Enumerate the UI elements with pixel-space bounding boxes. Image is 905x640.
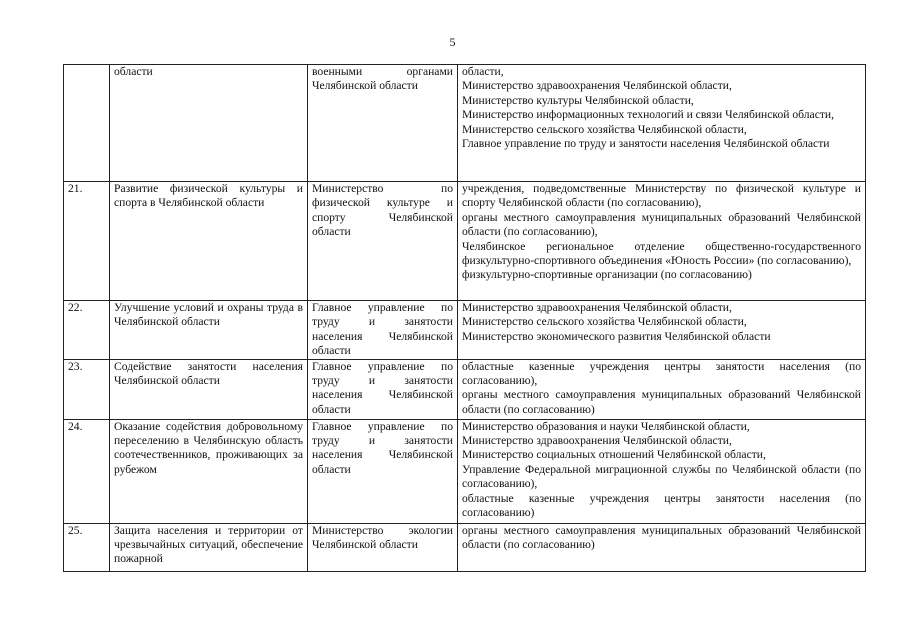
participant-item: Главное управление по труду и занятости населения Челябинской области xyxy=(462,137,830,151)
responsible-cell xyxy=(308,301,458,360)
participant-item: Министерство здравоохранения Челябинской области, xyxy=(462,79,732,93)
row-number: 21. xyxy=(64,182,110,301)
direction-cell xyxy=(110,301,308,360)
participants-cell xyxy=(458,182,866,301)
participant-item: органы местного самоуправления муниципальных образований Челябинской области (по согласованию) xyxy=(462,523,861,552)
direction-cell xyxy=(110,359,308,419)
participants-cell xyxy=(458,359,866,419)
participant-item: Министерство образования и науки Челябинской области, xyxy=(462,419,750,433)
responsible-text: Главное управление по труду и занятости населения Челябинской области xyxy=(312,359,453,416)
participant-item: Министерство экономического развития Челябинской области xyxy=(462,329,771,343)
participant-item: органы местного самоуправления муниципальных образований Челябинской области (по согласованию) xyxy=(462,388,861,416)
participant-item: учреждения, подведомственные Министерству по физической культуре и спорту Челябинской области (по согласованию), xyxy=(462,182,861,210)
row-number: 25. xyxy=(64,523,110,571)
direction-text: Развитие физической культуры и спорта в Челябинской области xyxy=(114,182,303,210)
direction-cell xyxy=(110,65,308,182)
participant-item: Министерство социальных отношений Челябинской области, xyxy=(462,448,766,462)
participant-item: Министерство информационных технологий и связи Челябинской области, xyxy=(462,108,835,122)
participant-item: Министерство сельского хозяйства Челябинской области, xyxy=(462,122,747,136)
table-row xyxy=(64,523,866,571)
row-number: 23. xyxy=(64,359,110,419)
participant-item: Управление Федеральной миграционной службы по Челябинской области (по согласованию), xyxy=(462,462,861,491)
row-number: 22. xyxy=(64,301,110,360)
direction-text: Содействие занятости населения Челябинской области xyxy=(114,359,303,388)
participant-item: области, xyxy=(462,65,504,78)
participant-item: Министерство сельского хозяйства Челябинской области, xyxy=(462,315,747,329)
participants-cell xyxy=(458,523,866,571)
participant-item: Министерство здравоохранения Челябинской области, xyxy=(462,434,732,448)
direction-text: Оказание содействия добровольному переселению в Челябинскую область соотечественников, проживающих за рубежом xyxy=(114,419,303,476)
participant-item: Министерство культуры Челябинской области, xyxy=(462,93,694,107)
participant-item: физкультурно-спортивные организации (по согласованию) xyxy=(462,268,752,282)
participant-item: Министерство здравоохранения Челябинской области, xyxy=(462,301,732,314)
row-number xyxy=(64,65,110,182)
page-number: 5 xyxy=(449,35,456,49)
participant-item: Челябинское региональное отделение общественно-государственного физкультурно-спортивного объединения «Юность России» (по согласованию), xyxy=(462,239,861,268)
responsible-cell xyxy=(308,65,458,182)
participants-cell xyxy=(458,419,866,523)
direction-cell xyxy=(110,182,308,301)
direction-cell xyxy=(110,523,308,571)
table-row xyxy=(64,301,866,360)
participants-cell xyxy=(458,301,866,360)
responsible-text: Министерство экологии Челябинской области xyxy=(312,523,453,552)
responsible-text: военными органами Челябинской области xyxy=(312,65,453,93)
responsible-cell xyxy=(308,419,458,523)
responsible-text: Главное управление по труду и занятости населения Челябинской области xyxy=(312,419,453,476)
table-body xyxy=(64,65,866,572)
participant-item: органы местного самоуправления муниципальных образований Челябинской области (по согласованию), xyxy=(462,210,861,239)
table-row xyxy=(64,359,866,419)
row-number: 24. xyxy=(64,419,110,523)
responsible-cell xyxy=(308,359,458,419)
direction-text: Улучшение условий и охраны труда в Челябинской области xyxy=(114,301,303,329)
direction-cell xyxy=(110,419,308,523)
participant-item: областные казенные учреждения центры занятости населения (по согласованию), xyxy=(462,359,861,388)
table-row xyxy=(64,182,866,301)
responsible-text: Главное управление по труду и занятости населения Челябинской области xyxy=(312,301,453,358)
direction-text: Защита населения и территории от чрезвычайных ситуаций, обеспечение пожарной xyxy=(114,523,303,566)
programs-table xyxy=(63,64,866,572)
responsible-cell xyxy=(308,182,458,301)
participant-item: областные казенные учреждения центры занятости населения (по согласованию) xyxy=(462,491,861,520)
table-row xyxy=(64,65,866,182)
responsible-cell xyxy=(308,523,458,571)
responsible-text: Министерство по физической культуре и спорту Челябинской области xyxy=(312,182,453,239)
direction-text: области xyxy=(114,65,153,78)
table-row xyxy=(64,419,866,523)
participants-cell xyxy=(458,65,866,182)
